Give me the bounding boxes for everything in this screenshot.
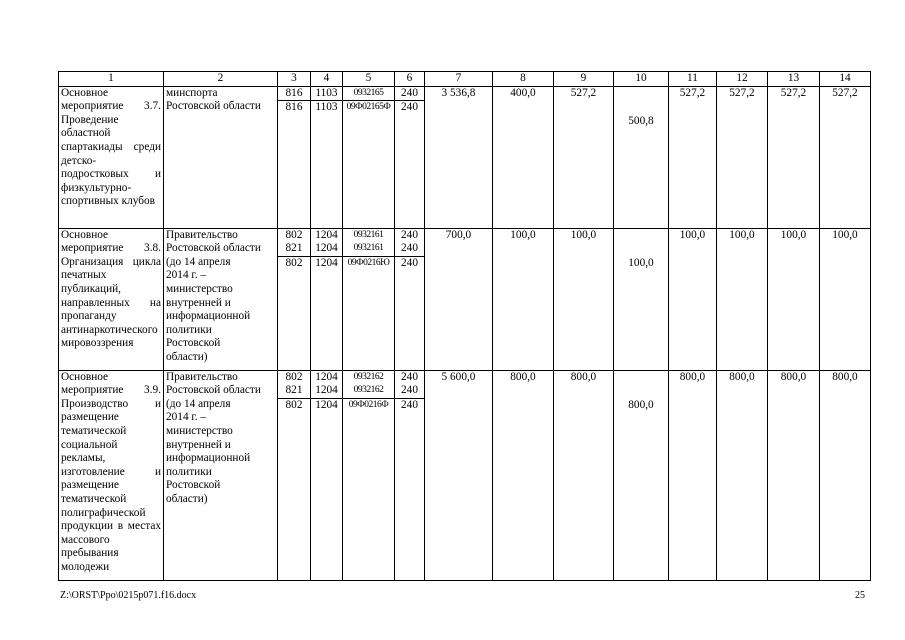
col-header: 6: [395, 72, 425, 87]
col-header: 1: [59, 72, 164, 87]
rzpr-code: 1204: [311, 256, 342, 270]
budget-table: [58, 71, 871, 581]
csr-code-cell: [343, 228, 395, 370]
csr-code: 0932162: [353, 371, 384, 382]
amount-2015: 100,0: [554, 228, 614, 370]
executor-cell: [164, 370, 278, 580]
executor-line: политики: [166, 323, 212, 336]
vr-code: 240: [401, 242, 418, 255]
executor-line: внутренней и: [166, 296, 231, 309]
csr-code: 09Ф02165Ф: [343, 101, 394, 115]
grbs-code-cell: [278, 86, 311, 228]
grbs-code-cell: [278, 228, 311, 370]
vr-code: 240: [401, 370, 418, 383]
executor-line: Ростовской области: [166, 242, 261, 255]
executor-line: Ростовской: [166, 337, 221, 350]
col-header: 5: [343, 72, 395, 87]
csr-code: 0932161: [353, 229, 384, 240]
vr-code-cell: [395, 370, 425, 580]
grbs-code: 802: [278, 398, 310, 412]
amount-2019: 100,0: [820, 228, 871, 370]
executor-line: (до 14 апреля: [166, 397, 231, 410]
amount-2015: 527,2: [554, 86, 614, 228]
rzpr-code: 1103: [311, 101, 342, 115]
amount-2019: 527,2: [820, 86, 871, 228]
amount-2019: 800,0: [820, 370, 871, 580]
col-header: 3: [278, 72, 311, 87]
executor-line: политики: [166, 465, 212, 478]
executor-line: министерство: [166, 424, 233, 437]
amount-2017: 527,2: [717, 86, 768, 228]
col-header: 10: [614, 72, 669, 87]
vr-code: 240: [401, 384, 418, 397]
col-header: 4: [311, 72, 343, 87]
measure-description: Основное мероприятие 3.9. Производство и размещение тематической социальной рекламы, изготовление и размещение тематической полиграфической продукции в местах массового пребывания молодежи: [59, 370, 164, 580]
vr-code-cell: [395, 228, 425, 370]
grbs-code: 821: [285, 242, 303, 255]
vr-code: 240: [395, 398, 424, 412]
col-header: 13: [768, 72, 820, 87]
amount-2018: 800,0: [768, 370, 820, 580]
total-amount: 700,0: [425, 228, 493, 370]
table-row: [59, 86, 871, 228]
header-row: [59, 72, 871, 87]
vr-code-cell: [395, 86, 425, 228]
executor-cell: [164, 86, 278, 228]
col-header: 9: [554, 72, 614, 87]
amount-2018: 527,2: [768, 86, 820, 228]
executor-line: внутренней и: [166, 438, 231, 451]
total-amount: 3 536,8: [425, 86, 493, 228]
executor-line: информационной: [166, 310, 251, 323]
measure-description: Основное мероприятие 3.8. Организация цикла печатных публикаций, направленных на пропаганду антинаркотического мировоззрения: [59, 228, 164, 370]
grbs-code: 816: [278, 101, 310, 115]
vr-code: 240: [401, 86, 418, 99]
grbs-code-cell: [278, 370, 311, 580]
footer-page-number: 25: [855, 590, 865, 601]
rzpr-code-cell: [311, 86, 343, 228]
rzpr-code: 1103: [315, 86, 338, 99]
amount-2014: 100,0: [493, 228, 554, 370]
amount-2018: 100,0: [768, 228, 820, 370]
col-header: 14: [820, 72, 871, 87]
executor-line: Ростовской области: [166, 100, 261, 113]
rzpr-code: 1204: [315, 242, 338, 255]
executor-line: 2014 г. –: [166, 269, 207, 282]
executor-line: Правительство: [166, 228, 238, 241]
amount-2017: 800,0: [717, 370, 768, 580]
executor-line: минспорта: [166, 86, 218, 99]
executor-cell: [164, 228, 278, 370]
amount-2016: 100,0: [669, 228, 717, 370]
col-header: 2: [164, 72, 278, 87]
grbs-code: 802: [278, 256, 310, 270]
csr-code: 09Ф0216Ю: [343, 256, 394, 270]
amount-2014: 800,0: [493, 370, 554, 580]
vr-code: 240: [395, 101, 424, 115]
col-header: 7: [425, 72, 493, 87]
grbs-code: 816: [285, 86, 303, 99]
executor-line: Ростовской: [166, 479, 221, 492]
table-row: [59, 228, 871, 370]
executor-line: Правительство: [166, 370, 238, 383]
col-header: 11: [669, 72, 717, 87]
grbs-code: 821: [285, 384, 303, 397]
col-header: 8: [493, 72, 554, 87]
csr-code-cell: [343, 370, 395, 580]
csr-code: 0932162: [353, 385, 384, 396]
footer-file-path: Z:\ORST\Ppo\0215p071.f16.docx: [60, 590, 197, 601]
amount-2016: 800,0: [669, 370, 717, 580]
grbs-code: 802: [285, 228, 303, 241]
amount-2015-adjusted: 800,0: [614, 370, 669, 580]
executor-line: области): [166, 492, 208, 505]
rzpr-code: 1204: [311, 398, 342, 412]
amount-2015: 800,0: [554, 370, 614, 580]
csr-code: 0932161: [353, 243, 384, 254]
grbs-code: 802: [285, 370, 303, 383]
amount-2014: 400,0: [493, 86, 554, 228]
executor-line: области): [166, 350, 208, 363]
csr-code: 0932165: [353, 87, 384, 98]
csr-code-cell: [343, 86, 395, 228]
rzpr-code: 1204: [315, 370, 338, 383]
amount-2015-adjusted: 100,0: [614, 228, 669, 370]
vr-code: 240: [401, 228, 418, 241]
col-header: 12: [717, 72, 768, 87]
measure-description: Основное мероприятие 3.7. Проведение областной спартакиады среди детско-подростковых и физкультурно-спортивных клубов: [59, 86, 164, 228]
amount-2016: 527,2: [669, 86, 717, 228]
executor-line: 2014 г. –: [166, 411, 207, 424]
rzpr-code-cell: [311, 370, 343, 580]
rzpr-code: 1204: [315, 228, 338, 241]
total-amount: 5 600,0: [425, 370, 493, 580]
amount-2017: 100,0: [717, 228, 768, 370]
rzpr-code: 1204: [315, 384, 338, 397]
executor-line: (до 14 апреля: [166, 255, 231, 268]
csr-code: 09Ф0216Ф: [343, 398, 394, 412]
rzpr-code-cell: [311, 228, 343, 370]
executor-line: министерство: [166, 282, 233, 295]
executor-line: Ростовской области: [166, 384, 261, 397]
vr-code: 240: [395, 256, 424, 270]
executor-line: информационной: [166, 452, 251, 465]
amount-2015-adjusted: 500,8: [614, 86, 669, 228]
table-row: [59, 370, 871, 580]
